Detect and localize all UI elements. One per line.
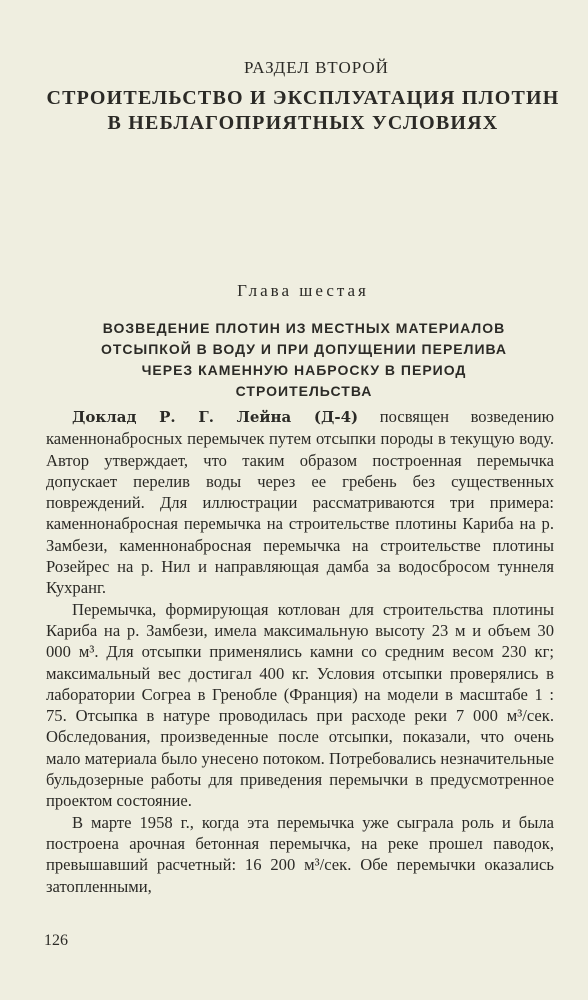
paragraph-2: Перемычка, формирующая котлован для строительства плотины Кариба на р. Замбези, имела максимальную высоту 23 м и объем 30 000 м³. Для отсыпки применялись камни со средним весом 230 кг; максимальный вес достигал 400 кг. Условия отсыпки проверялись в лаборатории Согреа в Гренобле (Франция) на модели в масштабе 1 : 75. Отсыпка в натуре проводилась при расходе реки 7 000 м³/сек. Обследования, произведенные после отсыпки, показали, что очень мало материала было унесено потоком. Потребовались незначительные бульдозерные работы для приведения перемычки в предусмотренное проектом состояние. [46,599,554,811]
page-number: 126 [44,932,68,949]
body-text [46,406,554,897]
chapter-title-line-2: ОТСЫПКОЙ В ВОДУ И ПРИ ДОПУЩЕНИИ ПЕРЕЛИВА [100,341,508,357]
paragraph-1 [46,406,554,599]
chapter-title [0,318,588,402]
paragraph-3: В марте 1958 г., когда эта перемычка уже сыграла роль и была построена арочная бетонная перемычка, на реке прошел паводок, превышавший расчетный: 16 200 м³/сек. Обе перемычки оказались затопленными, [46,812,554,896]
chapter-title-line-3: ЧЕРЕЗ КАМЕННУЮ НАБРОСКУ В ПЕРИОД [141,362,467,378]
section-title [0,86,588,136]
chapter-title-line-1: ВОЗВЕДЕНИЕ ПЛОТИН ИЗ МЕСТНЫХ МАТЕРИАЛОВ [102,320,506,336]
chapter-label: Глава шестая [237,281,369,300]
section-title-line-2: В НЕБЛАГОПРИЯТНЫХ УСЛОВИЯХ [107,112,499,134]
section-label: РАЗДЕЛ ВТОРОЙ [244,58,389,77]
report-reference: Доклад Р. Г. Лейна (Д-4) [72,408,359,426]
chapter-title-line-4: СТРОИТЕЛЬСТВА [235,383,373,399]
paragraph-1-text: посвящен возведению каменнонабросных перемычек путем отсыпки породы в текущую воду. Автор утверждает, что таким образом построенная перемычка допускает перелив воды через ее гребень без существенных повреждений. Для иллюстрации рассматриваются три примера: каменнонабросная перемычка на строительстве плотины Кариба на р. Замбези, каменнонабросная перемычка на строительстве плотины Розейрес на р. Нил и направляющая дамба за водосбросом туннеля Кухранг. [46,407,554,598]
section-title-line-1: СТРОИТЕЛЬСТВО И ЭКСПЛУАТАЦИЯ ПЛОТИН [46,87,560,109]
